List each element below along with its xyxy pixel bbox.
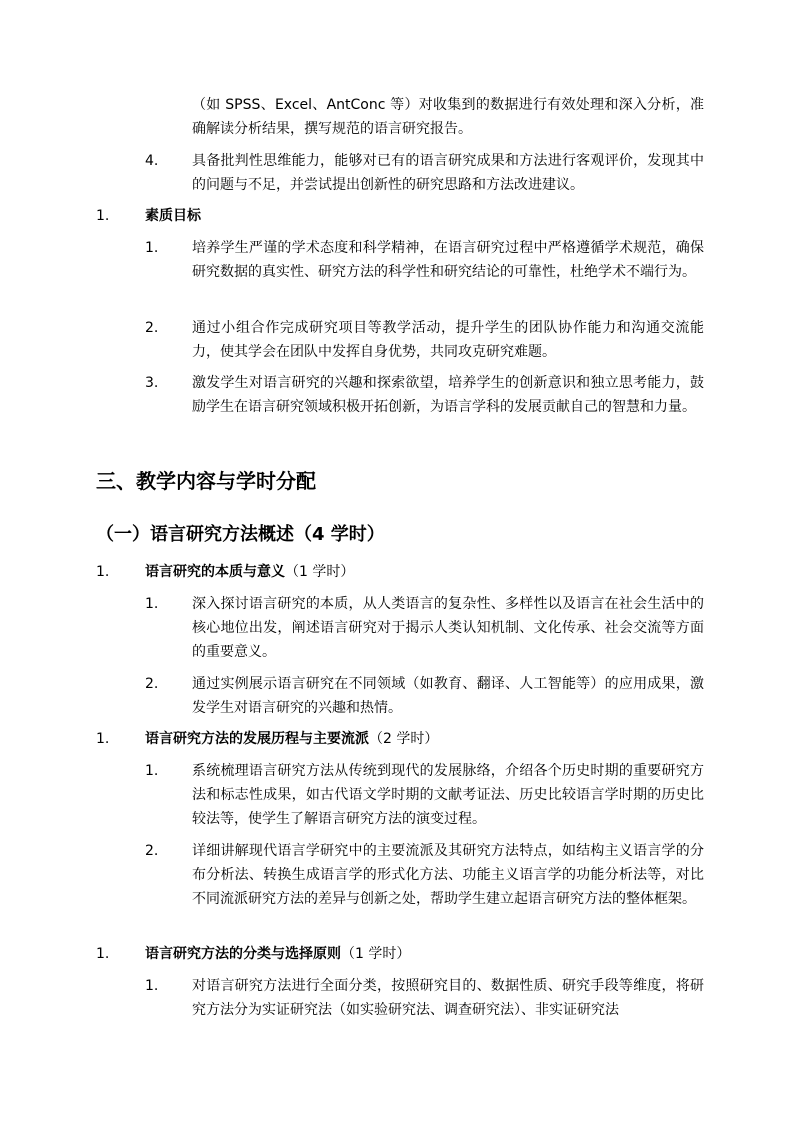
list-item-text: 具备批判性思维能力，能够对已有的语言研究成果和方法进行客观评价，发现其中的问题与不足，并尝试提出创新性的研究思路和方法改进建议。	[192, 153, 704, 193]
list-item-text: 通过实例展示语言研究在不同领域（如教育、翻译、人工智能等）的应用成果，激发学生对语言研究的兴趣和热情。	[192, 676, 704, 716]
list-item-text: 对语言研究方法进行全面分类，按照研究目的、数据性质、研究手段等维度，将研究方法分为实证研究法（如实验研究法、调查研究法）、非实证研究法	[192, 978, 704, 1018]
section-heading: 三、教学内容与学时分配	[96, 469, 316, 493]
topic-heading	[145, 942, 705, 966]
list-item-text: 激发学生对语言研究的兴趣和探索欲望，培养学生的创新意识和独立思考能力，鼓励学生在语言研究领域积极开拓创新，为语言学科的发展贡献自己的智慧和力量。	[192, 375, 704, 415]
list-number: 2.	[145, 676, 159, 692]
topic-hours: （1 学时）	[341, 946, 411, 962]
quality-goals-heading: 素质目标	[145, 208, 201, 224]
list-number: 1.	[145, 596, 159, 612]
list-number: 2.	[145, 843, 159, 859]
list-number: 1.	[96, 731, 110, 747]
list-item-text: 系统梳理语言研究方法从传统到现代的发展脉络，介绍各个历史时期的重要研究方法和标志性成果，如古代语文学时期的文献考证法、历史比较语言学时期的历史比较法等，使学生了解语言研究方法的演变过程。	[192, 763, 704, 827]
list-item-text: 通过小组合作完成研究项目等教学活动，提升学生的团队协作能力和沟通交流能力，使其学会在团队中发挥自身优势，共同攻克研究难题。	[192, 320, 704, 360]
list-number: 1.	[96, 946, 110, 962]
list-number: 3.	[145, 375, 159, 391]
list-number: 4.	[145, 153, 159, 169]
topic-title: 语言研究的本质与意义	[145, 564, 285, 580]
subsection-heading: （一）语言研究方法概述（4 学时）	[96, 524, 385, 545]
list-item-text: 培养学生严谨的学术态度和科学精神，在语言研究过程中严格遵循学术规范，确保研究数据的真实性、研究方法的科学性和研究结论的可靠性，杜绝学术不端行为。	[192, 240, 704, 280]
list-number: 2.	[145, 320, 159, 336]
topic-title: 语言研究方法的发展历程与主要流派	[145, 731, 369, 747]
list-number: 1.	[145, 240, 159, 256]
list-item-text: 详细讲解现代语言学研究中的主要流派及其研究方法特点，如结构主义语言学的分布分析法、转换生成语言学的形式化方法、功能主义语言学的功能分析法等，对比不同流派研究方法的差异与创新之处，帮助学生建立起语言研究方法的整体框架。	[192, 843, 704, 907]
topic-hours: （2 学时）	[369, 731, 439, 747]
continued-paragraph: （如 SPSS、Excel、AntConc 等）对收集到的数据进行有效处理和深入分析，准确解读分析结果，撰写规范的语言研究报告。	[192, 97, 704, 137]
topic-heading	[145, 727, 705, 751]
list-item-text: 深入探讨语言研究的本质，从人类语言的复杂性、多样性以及语言在社会生活中的核心地位出发，阐述语言研究对于揭示人类认知机制、文化传承、社会交流等方面的重要意义。	[192, 596, 704, 660]
list-number: 1.	[96, 564, 110, 580]
list-number: 1.	[145, 763, 159, 779]
list-number: 1.	[145, 978, 159, 994]
topic-title: 语言研究方法的分类与选择原则	[145, 946, 341, 962]
topic-hours: （1 学时）	[285, 564, 355, 580]
list-number: 1.	[96, 208, 110, 224]
topic-heading	[145, 560, 705, 584]
